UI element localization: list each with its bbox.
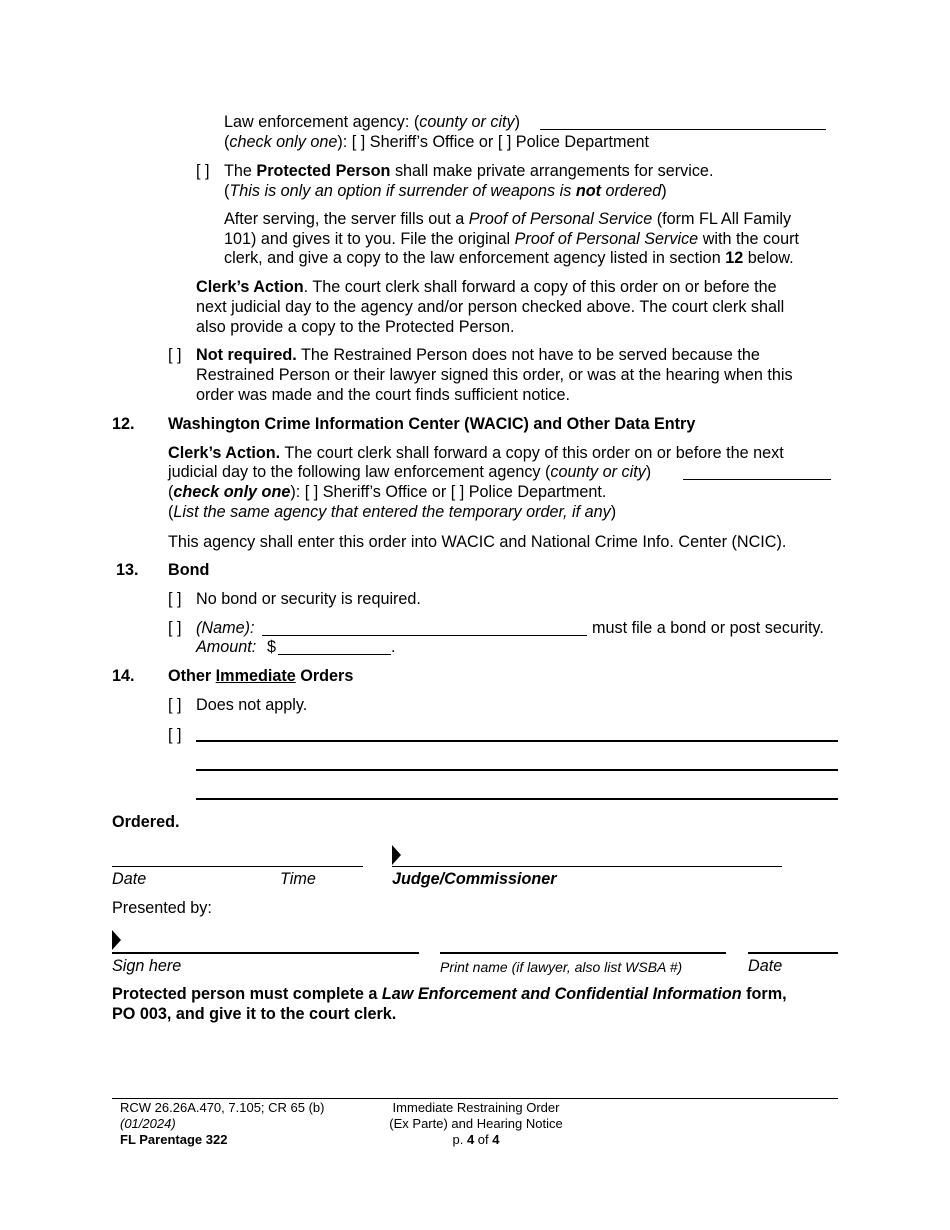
bond-amount-field[interactable] <box>278 654 391 655</box>
ordered-label: Ordered. <box>112 813 180 831</box>
footer-title-2: (Ex Parte) and Hearing Notice <box>389 1116 563 1131</box>
footer-page-number: p. 4 of 4 <box>452 1132 500 1147</box>
judge-signature-field[interactable] <box>392 866 782 867</box>
after-serving-line3: clerk, and give a copy to the law enforcement agency listed in section 12 below. <box>224 249 794 267</box>
clerk-action-line3: also provide a copy to the Protected Person. <box>196 318 515 336</box>
other-orders-line-3[interactable] <box>196 798 838 800</box>
not-required-line1: Not required. The Restrained Person does not have to be served because the <box>196 346 760 364</box>
bond-must-file-text: must file a bond or post security. <box>592 619 824 637</box>
section-14-title: Other Immediate Orders <box>168 667 354 685</box>
not-required-checkbox[interactable]: [ ] <box>168 346 182 364</box>
footer-title-1: Immediate Restraining Order <box>392 1100 560 1115</box>
date-label: Date <box>112 870 147 888</box>
section-13-title: Bond <box>168 561 210 579</box>
presenter-signature-field[interactable] <box>112 952 419 954</box>
judge-label: Judge/Commissioner <box>392 870 557 888</box>
footer-rule <box>112 1098 838 1099</box>
s12-clerk-line2: judicial day to the following law enforcement agency (county or city) <box>168 463 652 481</box>
bond-name-label: (Name): <box>196 619 255 637</box>
date-label-2: Date <box>748 957 783 975</box>
s12-wacic-entry: This agency shall enter this order into WACIC and National Crime Info. Center (NCIC). <box>168 533 787 551</box>
time-label: Time <box>280 870 316 888</box>
bond-amount-label: Amount: <box>196 638 257 656</box>
bond-name-field[interactable] <box>262 635 587 636</box>
bond-required-checkbox[interactable]: [ ] <box>168 619 182 637</box>
presenter-print-name-field[interactable] <box>440 952 726 954</box>
le-agency-label: Law enforcement agency: (county or city) <box>224 113 521 131</box>
le-agency-field[interactable] <box>540 129 826 130</box>
sign-arrow-icon <box>392 845 401 865</box>
s12-clerk-line1: Clerk’s Action. The court clerk shall forward a copy of this order on or before the next <box>168 444 784 462</box>
section-12-number: 12. <box>112 415 135 433</box>
other-orders-line-2[interactable] <box>196 769 838 771</box>
sign-arrow-icon <box>112 930 121 950</box>
section-14-number: 14. <box>112 667 135 685</box>
other-orders-checkbox[interactable]: [ ] <box>168 726 182 744</box>
notice-line1: Protected person must complete a Law Enforcement and Confidential Information form, <box>112 985 787 1003</box>
private-service-checkbox[interactable]: [ ] <box>196 162 210 180</box>
date-time-field[interactable] <box>112 866 363 867</box>
not-required-line2: Restrained Person or their lawyer signed this order, or was at the hearing when this <box>196 366 793 384</box>
print-name-label: Print name (if lawyer, also list WSBA #) <box>440 959 683 975</box>
section-12-title: Washington Crime Information Center (WACIC) and Other Data Entry <box>168 415 696 433</box>
notice-line2: PO 003, and give it to the court clerk. <box>112 1005 397 1023</box>
no-bond-checkbox[interactable]: [ ] <box>168 590 182 608</box>
other-orders-line-1[interactable] <box>196 740 838 742</box>
after-serving-line2: 101) and gives it to you. File the original Proof of Personal Service with the court <box>224 230 799 248</box>
private-service-text: The Protected Person shall make private arrangements for service. <box>224 162 714 180</box>
presented-by-label: Presented by: <box>112 899 212 917</box>
bond-amount-period: . <box>391 638 396 656</box>
bond-dollar-sign: $ <box>267 638 277 656</box>
s12-same-agency-note: (List the same agency that entered the temporary order, if any) <box>168 503 617 521</box>
after-serving-line1: After serving, the server fills out a Proof of Personal Service (form FL All Family <box>224 210 792 228</box>
not-required-line3: order was made and the court finds sufficient notice. <box>196 386 571 404</box>
footer-date: (01/2024) <box>120 1116 176 1131</box>
other-orders-na-text: Does not apply. <box>196 696 308 714</box>
other-orders-na-checkbox[interactable]: [ ] <box>168 696 182 714</box>
footer-rcw: RCW 26.26A.470, 7.105; CR 65 (b) <box>120 1100 325 1115</box>
section-13-number: 13. <box>116 561 139 579</box>
footer-form-id: FL Parentage 322 <box>120 1132 228 1147</box>
s12-check-only-one: (check only one): [ ] Sheriff’s Office or [ ] Police Department. <box>168 483 607 501</box>
s12-agency-field[interactable] <box>683 479 831 480</box>
no-bond-text: No bond or security is required. <box>196 590 421 608</box>
private-service-note: (This is only an option if surrender of weapons is not ordered) <box>224 182 667 200</box>
sign-here-label: Sign here <box>112 957 182 975</box>
check-only-one-line: (check only one): [ ] Sheriff’s Office or [ ] Police Department <box>224 133 649 151</box>
presenter-date-field[interactable] <box>748 952 838 954</box>
clerk-action-line1: Clerk’s Action. The court clerk shall forward a copy of this order on or before the <box>196 278 777 296</box>
clerk-action-line2: next judicial day to the agency and/or person checked above. The court clerk shall <box>196 298 785 316</box>
